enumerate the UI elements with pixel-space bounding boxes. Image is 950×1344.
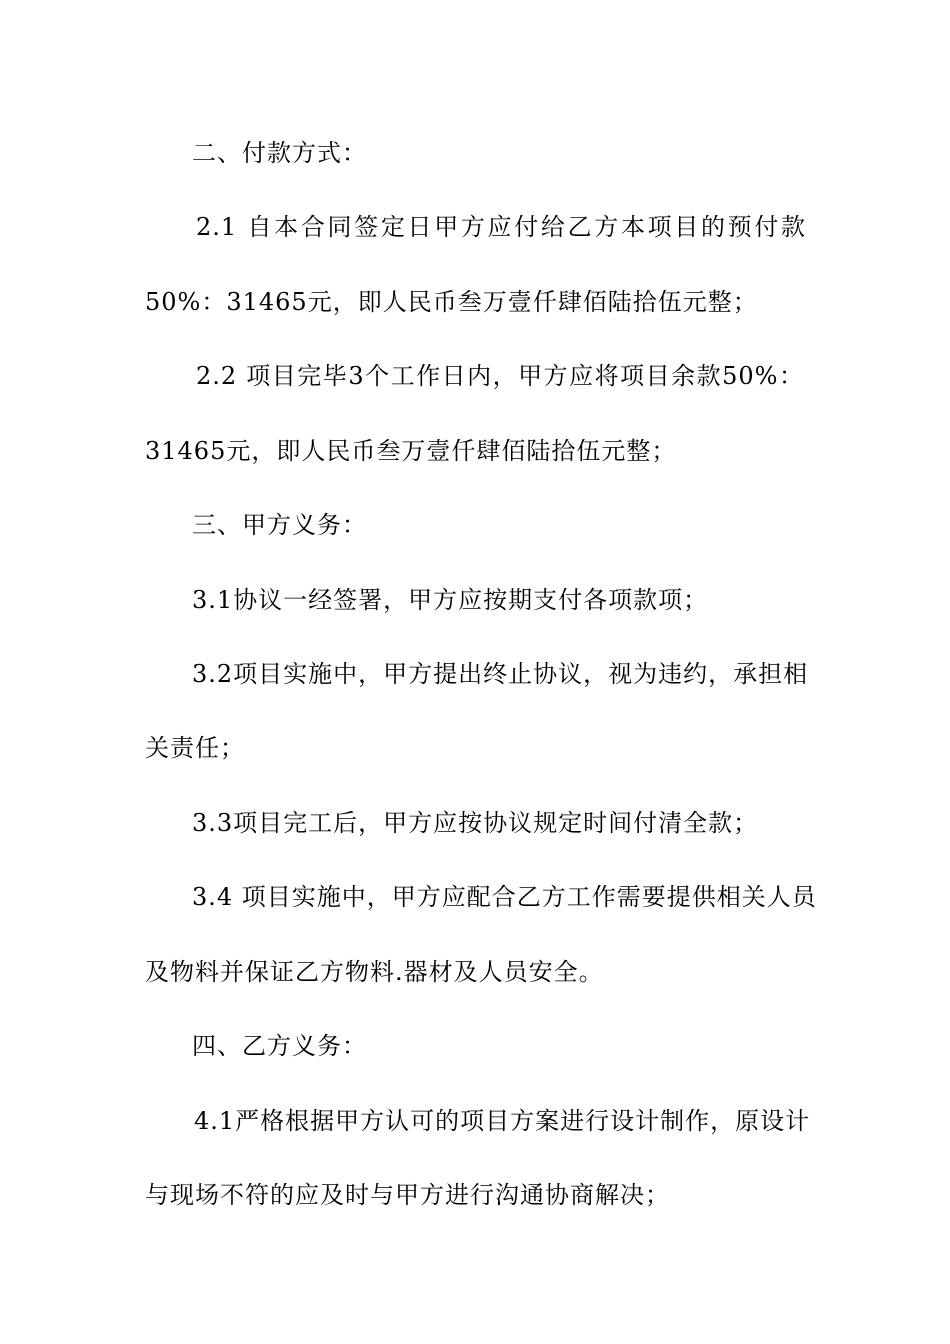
clause-2-1-line-2: 50%：31465元，即人民币叁万壹仟肆佰陆拾伍元整； xyxy=(145,288,758,316)
clause-3-3: 3.3项目完工后，甲方应按协议规定时间付清全款； xyxy=(192,809,759,837)
section-heading-party-b: 四、乙方义务： xyxy=(192,1032,367,1060)
clause-3-1: 3.1协议一经签署，甲方应按期支付各项款项； xyxy=(192,586,709,614)
section-heading-party-a: 三、甲方义务： xyxy=(192,511,367,539)
clause-3-4-line-2: 及物料并保证乙方物料.器材及人员安全。 xyxy=(145,958,604,986)
clause-4-1-line-1: 4.1严格根据甲方认可的项目方案进行设计制作，原设计 xyxy=(194,1107,811,1135)
clause-3-2-line-2: 关责任； xyxy=(145,734,245,762)
section-heading-payment: 二、付款方式： xyxy=(192,139,367,167)
clause-4-1-line-2: 与现场不符的应及时与甲方进行沟通协商解决； xyxy=(145,1181,670,1209)
clause-2-2-line-1: 2.2 项目完毕3个工作日内，甲方应将项目余款50%： xyxy=(196,362,804,390)
clause-3-2-line-1: 3.2项目实施中，甲方提出终止协议，视为违约，承担相 xyxy=(192,660,809,688)
clause-3-4-line-1: 3.4 项目实施中，甲方应配合乙方工作需要提供相关人员 xyxy=(192,883,817,911)
clause-2-1-line-1: 2.1 自本合同签定日甲方应付给乙方本项目的预付款 xyxy=(196,213,806,241)
clause-2-2-line-2: 31465元，即人民币叁万壹仟肆佰陆拾伍元整； xyxy=(145,437,677,465)
